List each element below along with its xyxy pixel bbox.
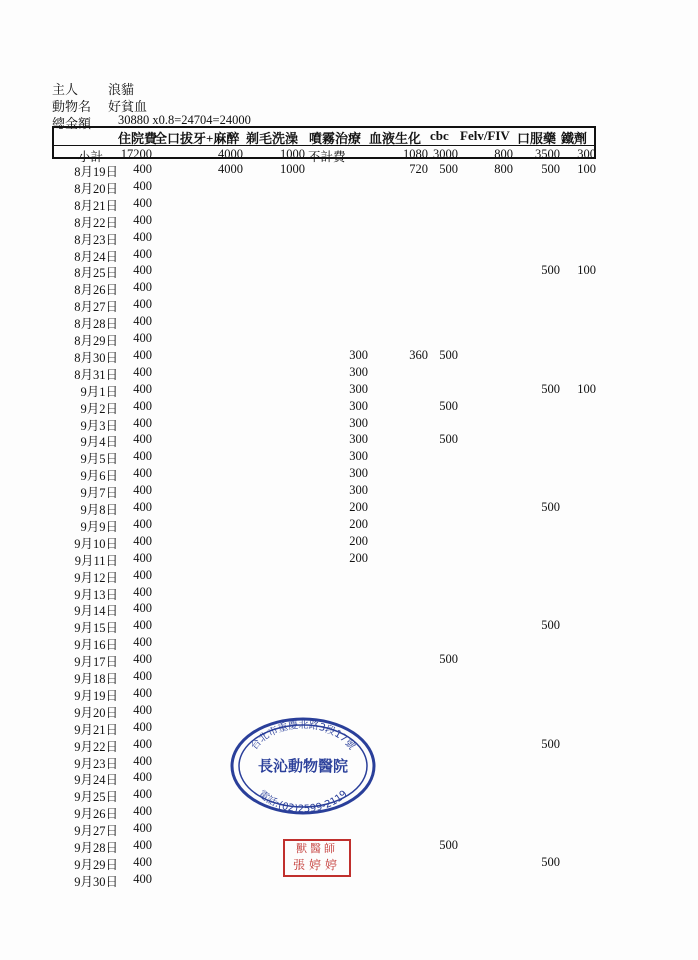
svg-text:台北市重慶北路3段17號 [248,718,359,752]
row-hosp-value: 400 [133,331,152,345]
row-hosp-value: 400 [133,601,152,616]
vet-name: 張婷婷 [292,858,341,872]
row-bio-value: 360 [409,347,428,362]
row-hosp-value: 400 [133,652,152,667]
row-hosp-value: 400 [133,398,152,413]
row-date: 8月28日 [74,317,118,332]
row-date: 9月26日 [74,807,118,822]
vet-title: 獸醫師 [296,843,338,855]
row-date: 9月14日 [74,604,118,619]
row-date: 9月25日 [74,790,118,805]
row-oral-value: 500 [541,500,560,514]
row-dental-value: 4000 [218,162,243,176]
row-date: 8月21日 [74,198,118,213]
row-hosp-value: 400 [133,280,152,295]
row-hosp-value: 400 [133,212,152,227]
subtotal-label: 小計 [78,150,104,164]
row-date: 9月20日 [74,705,118,720]
row-date: 9月10日 [74,536,118,551]
row-neb-value: 300 [349,347,368,362]
row-hosp-value: 400 [133,229,152,244]
row-neb-value: 300 [349,415,368,430]
subtotal-dental: 4000 [218,147,243,161]
row-date: 8月31日 [74,367,118,382]
row-hosp-value: 400 [133,719,152,734]
row-date: 8月24日 [74,249,118,264]
row-date: 9月18日 [74,672,118,686]
row-date: 9月27日 [74,824,118,839]
row-hosp-value: 400 [133,753,152,768]
row-date: 8月26日 [74,283,118,298]
row-date: 8月25日 [74,266,118,281]
row-oral-value: 500 [541,263,560,278]
row-bio-value: 720 [409,162,428,176]
row-date: 8月23日 [74,232,118,247]
row-neb-value: 300 [349,483,368,498]
row-iron-value: 100 [577,263,596,278]
row-date: 9月22日 [74,739,118,754]
row-iron-value: 100 [577,162,596,176]
row-hosp-value: 400 [133,500,152,514]
total-value: 30880 x0.8=24704=24000 [118,113,251,127]
column-header-felv: Felv/FIV [460,128,510,143]
clinic-stamp [229,716,377,816]
subtotal-iron: 300 [577,147,596,161]
row-date: 9月6日 [80,469,118,484]
row-hosp-value: 400 [133,702,152,717]
row-date: 9月19日 [74,688,118,703]
row-hosp-value: 400 [133,635,152,650]
row-hosp-value: 400 [133,770,152,785]
stamp-address: 台北市重慶北路3段17號 [249,719,357,753]
column-header-hosp: 住院費 [118,131,158,146]
row-cbc-value: 500 [439,838,458,852]
row-hosp-value: 400 [133,314,152,329]
row-cbc-value: 500 [439,652,458,667]
subtotal-neb: 不計費 [308,150,346,164]
subtotal-groom: 1000 [280,147,305,161]
row-oral-value: 500 [541,854,560,869]
row-hosp-value: 400 [133,432,152,447]
row-groom-value: 1000 [280,162,305,176]
stamp-phone: 電話:(02)2599-2119 [256,788,350,816]
owner-value: 浪貓 [108,82,135,97]
row-neb-value: 200 [349,516,368,531]
row-neb-value: 300 [349,381,368,396]
column-header-bio: 血液生化 [369,131,422,146]
vet-signature-stamp [283,839,351,877]
row-date: 9月16日 [74,638,118,653]
row-date: 9月29日 [74,857,118,872]
row-hosp-value: 400 [133,618,152,633]
row-date: 9月9日 [80,519,118,534]
row-date: 9月8日 [80,503,118,517]
row-hosp-value: 400 [133,838,152,852]
row-date: 8月27日 [74,300,118,315]
row-cbc-value: 500 [439,347,458,362]
column-header-iron: 鐵劑 [561,131,588,146]
row-date: 8月22日 [74,215,118,230]
row-oral-value: 500 [541,736,560,751]
row-hosp-value: 400 [133,550,152,565]
row-hosp-value: 400 [133,804,152,819]
row-iron-value: 100 [577,381,596,396]
column-header-cbc: cbc [430,128,449,143]
owner-label: 主人 [52,82,79,97]
column-header-groom: 剃毛洗澡 [246,131,299,146]
row-date: 9月1日 [80,384,118,399]
row-hosp-value: 400 [133,381,152,396]
row-date: 9月15日 [74,621,118,636]
row-date: 9月2日 [80,401,118,416]
row-date: 9月12日 [74,570,118,585]
row-hosp-value: 400 [133,466,152,481]
row-hosp-value: 400 [133,263,152,278]
subtotal-felv: 800 [494,147,513,161]
column-header-neb: 噴霧治療 [309,131,362,146]
row-neb-value: 200 [349,500,368,514]
total-label: 總金額 [52,116,92,131]
subtotal-cbc: 3000 [433,147,458,161]
row-date: 9月30日 [74,874,118,889]
animal-label: 動物名 [52,99,92,114]
row-felv-value: 800 [494,162,513,176]
row-neb-value: 300 [349,364,368,379]
row-cbc-value: 500 [439,162,458,176]
row-cbc-value: 500 [439,398,458,413]
row-date: 9月13日 [74,587,118,602]
row-hosp-value: 400 [133,669,152,683]
animal-value: 好貧血 [108,99,148,114]
subtotal-bio: 1080 [403,147,428,161]
row-date: 9月11日 [74,553,118,568]
row-neb-value: 200 [349,550,368,565]
row-hosp-value: 400 [133,685,152,700]
row-hosp-value: 400 [133,347,152,362]
row-oral-value: 500 [541,618,560,633]
row-date: 9月21日 [74,722,118,737]
row-neb-value: 300 [349,432,368,447]
subtotal-hosp: 17200 [120,147,152,161]
row-hosp-value: 400 [133,871,152,886]
row-oral-value: 500 [541,162,560,176]
row-date: 9月5日 [80,452,118,467]
row-hosp-value: 400 [133,449,152,464]
row-hosp-value: 400 [133,415,152,430]
row-date: 9月17日 [74,655,118,670]
row-hosp-value: 400 [133,162,152,176]
row-neb-value: 200 [349,533,368,548]
row-hosp-value: 400 [133,483,152,498]
row-hosp-value: 400 [133,195,152,210]
row-hosp-value: 400 [133,736,152,751]
row-hosp-value: 400 [133,821,152,836]
row-date: 9月4日 [80,435,118,450]
row-hosp-value: 400 [133,854,152,869]
row-neb-value: 300 [349,398,368,413]
row-hosp-value: 400 [133,364,152,379]
column-header-oral: 口服藥 [517,131,557,146]
row-hosp-value: 400 [133,787,152,802]
row-hosp-value: 400 [133,584,152,599]
row-hosp-value: 400 [133,297,152,312]
row-date: 9月23日 [74,756,118,771]
row-hosp-value: 400 [133,178,152,193]
row-date: 8月29日 [74,334,118,348]
row-date: 9月7日 [80,486,118,501]
row-date: 9月28日 [74,841,118,855]
column-header-dental: 全口拔牙+麻醉 [154,131,240,146]
row-hosp-value: 400 [133,567,152,582]
row-date: 8月30日 [74,350,118,365]
row-cbc-value: 500 [439,432,458,447]
row-hosp-value: 400 [133,516,152,531]
row-neb-value: 300 [349,449,368,464]
stamp-clinic-name: 長沁動物醫院 [257,757,349,775]
row-hosp-value: 400 [133,246,152,261]
row-date: 8月20日 [74,181,118,196]
row-date: 9月24日 [74,773,118,788]
row-date: 8月19日 [74,165,118,179]
svg-text:電話:(02)2599-2119 [256,788,350,815]
row-oral-value: 500 [541,381,560,396]
row-date: 9月3日 [80,418,118,433]
subtotal-oral: 3500 [535,147,560,161]
row-neb-value: 300 [349,466,368,481]
row-hosp-value: 400 [133,533,152,548]
